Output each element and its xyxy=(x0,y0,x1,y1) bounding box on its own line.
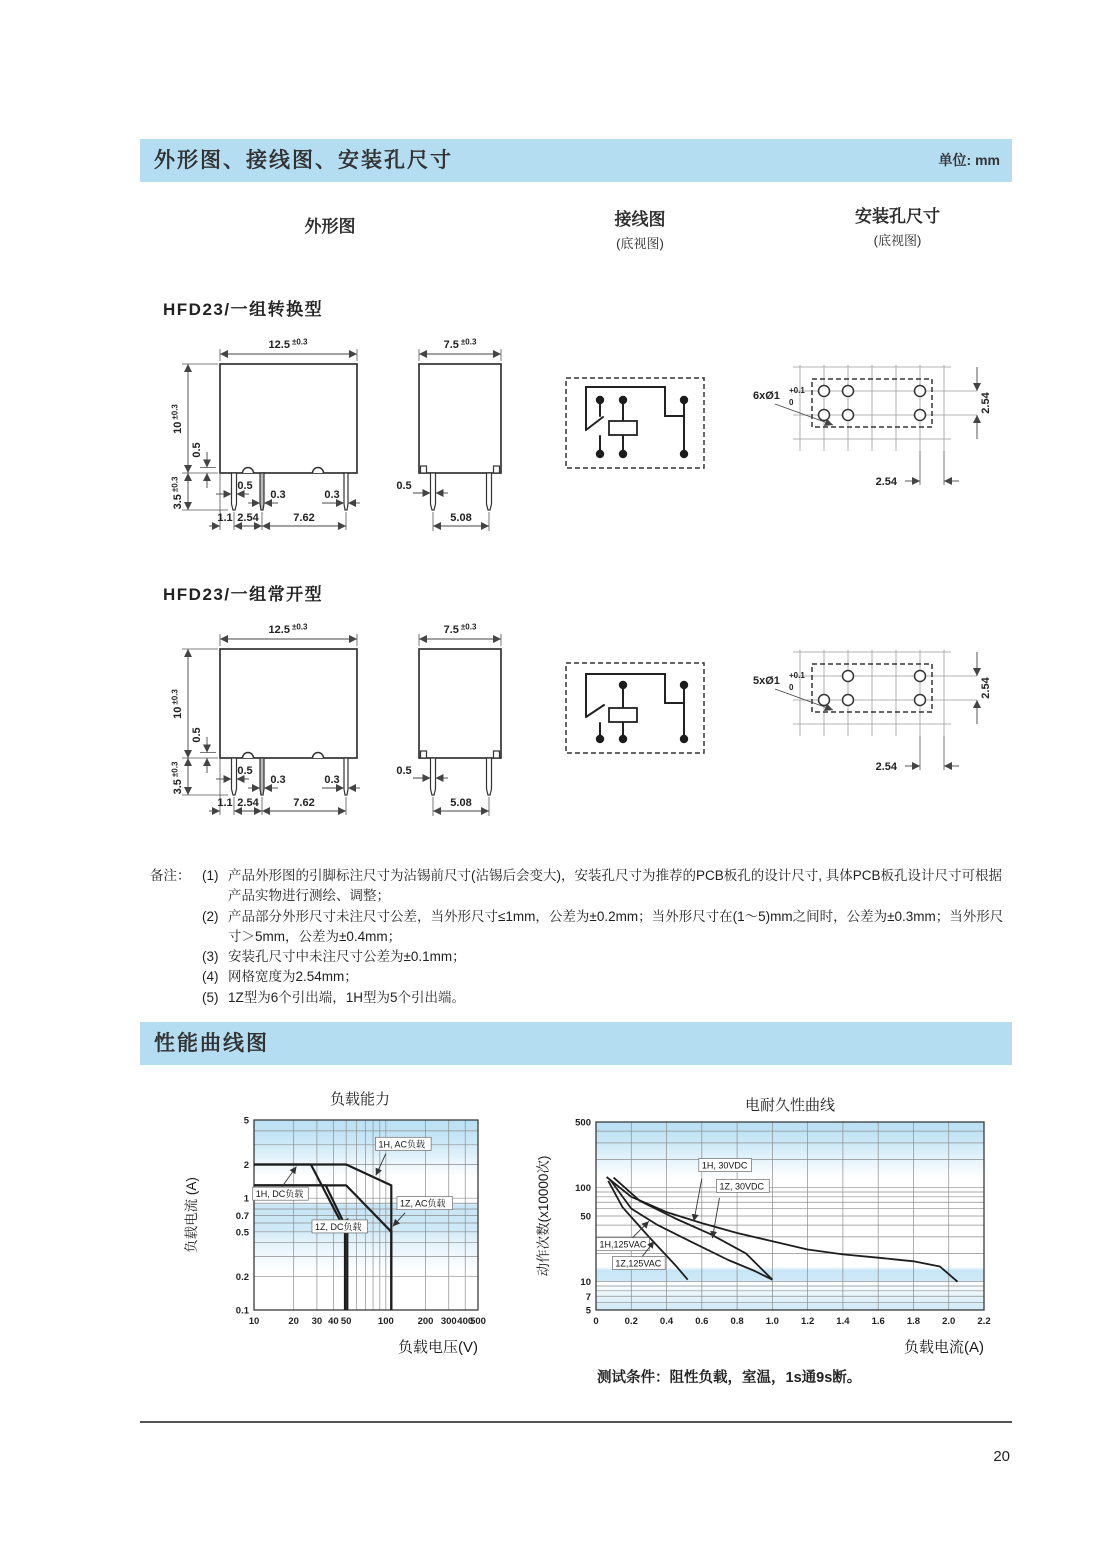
svg-text:0.4: 0.4 xyxy=(659,1316,674,1327)
note-number: (4) xyxy=(202,969,219,985)
curves-header-title: 性能曲线图 xyxy=(154,1032,269,1055)
pcb-grid xyxy=(793,365,977,451)
hole-count-label: 6xØ1 xyxy=(753,390,780,402)
dim-height-tol: ±0.3 xyxy=(170,404,180,420)
note-item-1 xyxy=(202,866,1012,907)
dim-height: 10 xyxy=(172,706,184,719)
dim-col-pitch: 2.54 xyxy=(875,476,897,488)
svg-text:500: 500 xyxy=(575,1117,591,1129)
svg-text:7.5±0.3 xyxy=(444,338,477,352)
svg-text:12.5±0.3 xyxy=(269,623,308,637)
column-header-wiring-label: 接线图 xyxy=(614,210,666,229)
dim-pin-pitch1: 2.54 xyxy=(237,512,259,524)
svg-text:7: 7 xyxy=(585,1291,591,1303)
svg-text:2: 2 xyxy=(243,1160,249,1172)
curve-label: 1H, DC负载 xyxy=(255,1189,304,1200)
dim-pin-offset: 1.1 xyxy=(217,512,233,524)
note-item-3 xyxy=(202,947,1012,967)
wiring-diagram-1h xyxy=(560,655,710,765)
dim-col-pitch: 2.54 xyxy=(875,761,897,773)
dim-pin2-width: 0.3 xyxy=(270,774,286,786)
svg-text:0.8: 0.8 xyxy=(730,1316,744,1327)
dim-front-width-tol: ±0.3 xyxy=(291,337,308,347)
svg-text:3.5±0.3 xyxy=(171,761,185,794)
dim-row-pitch: 2.54 xyxy=(980,392,992,414)
dim-pin-offset: 1.1 xyxy=(217,797,233,809)
svg-text:0.7: 0.7 xyxy=(235,1210,249,1222)
note-text: 网格宽度为2.54mm； xyxy=(228,969,358,985)
page-title: 外形图、接线图、安装孔尺寸 xyxy=(154,149,453,172)
svg-text:0.5: 0.5 xyxy=(235,1227,249,1239)
outline-side-drawing-2 xyxy=(385,613,540,853)
schematic-1h xyxy=(566,663,704,753)
svg-text:7.5±0.3 xyxy=(444,623,477,637)
dim-front-width: 12.5 xyxy=(268,339,290,351)
notes-block xyxy=(150,866,1012,1008)
dim-side-width: 7.5 xyxy=(443,339,459,351)
dim-pin-pitch2: 7.62 xyxy=(293,797,315,809)
svg-text:5: 5 xyxy=(243,1115,249,1127)
notes-list xyxy=(202,866,1012,1008)
column-header-wiring-sub: (底视图) xyxy=(616,236,664,251)
dim-height-tol: ±0.3 xyxy=(170,689,180,705)
dim-row-pitch: 2.54 xyxy=(980,677,992,699)
hole-tol-bottom: 0 xyxy=(789,398,794,407)
svg-text:100: 100 xyxy=(377,1316,394,1327)
coil-symbol xyxy=(609,708,637,722)
notes-label: 备注： xyxy=(150,868,191,883)
svg-text:100: 100 xyxy=(575,1183,591,1195)
column-header-wiring xyxy=(575,205,705,252)
dim-pin-pitch2: 7.62 xyxy=(293,512,315,524)
dim-side-pin-width: 0.5 xyxy=(396,480,412,492)
svg-text:2.2: 2.2 xyxy=(977,1316,991,1327)
chart1-title: 负载能力 xyxy=(329,1091,390,1108)
note-item-4 xyxy=(202,967,1012,987)
svg-text:1.4: 1.4 xyxy=(836,1316,850,1327)
dim-height: 10 xyxy=(172,421,184,434)
svg-text:10±0.3 xyxy=(171,689,185,719)
svg-text:5: 5 xyxy=(585,1305,591,1317)
svg-text:1.0: 1.0 xyxy=(765,1316,779,1327)
mounting-holes-1h xyxy=(745,640,1015,790)
svg-text:40: 40 xyxy=(328,1316,339,1327)
hole-tol-top: +0.1 xyxy=(789,671,805,680)
note-number: (3) xyxy=(202,949,219,964)
note-text: 产品外形图的引脚标注尺寸为沾锡前尺寸(沾锡后会变大)，安装孔尺寸为推荐的PCB板孔的设计尺寸, 具体PCB板孔设计尺寸可根据产品实物进行测绘、调整； xyxy=(228,868,1003,904)
dim-side-width-tol: ±0.3 xyxy=(460,337,477,347)
curve-label: 1H,125VAC xyxy=(599,1239,647,1250)
dim-pin-length-tol: ±0.3 xyxy=(170,476,180,493)
y-axis-label: 负载电流 (A) xyxy=(184,1177,199,1253)
schematic-1z xyxy=(566,378,704,468)
column-header-outline-label: 外形图 xyxy=(304,217,356,236)
note-text: 1Z型为6个引出端，1H型为5个引出端。 xyxy=(228,989,466,1005)
svg-text:0.1: 0.1 xyxy=(235,1305,249,1317)
load-capability-chart xyxy=(180,1108,510,1360)
endurance-chart xyxy=(532,1108,997,1363)
curve-label: 1Z, DC负载 xyxy=(314,1221,362,1232)
dim-pin-pitch1: 2.54 xyxy=(237,797,259,809)
section-header-dimensions xyxy=(140,139,1012,182)
svg-text:0.2: 0.2 xyxy=(624,1316,638,1327)
svg-text:50: 50 xyxy=(580,1211,591,1223)
hole-count-label: 5xØ1 xyxy=(753,675,780,687)
svg-text:1.6: 1.6 xyxy=(871,1316,885,1327)
svg-text:0: 0 xyxy=(593,1316,599,1327)
dim-notch-depth: 0.5 xyxy=(191,442,203,458)
svg-text:12.5±0.3 xyxy=(269,338,308,352)
test-condition: 测试条件：阻性负载，室温，1s通9s断。 xyxy=(597,1370,862,1386)
page-number: 20 xyxy=(993,1448,1010,1465)
dim-pin1-width: 0.5 xyxy=(237,480,253,492)
column-header-outline xyxy=(250,212,410,237)
note-number: (2) xyxy=(202,908,219,924)
y-axis-label: 动作次数(x10000次) xyxy=(536,1155,551,1277)
dim-pin3-width: 0.3 xyxy=(324,774,340,786)
section1-title: HFD23/一组转换型 xyxy=(163,300,324,319)
svg-text:20: 20 xyxy=(288,1316,299,1327)
curve-label: 1Z, AC负载 xyxy=(399,1198,446,1209)
wiring-diagram-1z xyxy=(560,370,710,480)
dim-side-pin-pitch: 5.08 xyxy=(450,512,472,524)
relay-side-view xyxy=(419,364,501,510)
svg-text:3.5±0.3 xyxy=(171,476,185,509)
svg-text:10±0.3 xyxy=(171,404,185,434)
svg-text:30: 30 xyxy=(311,1316,323,1327)
unit-label: 单位: mm xyxy=(938,152,1000,168)
note-number: (1) xyxy=(202,868,219,883)
dim-pin-length: 3.5 xyxy=(172,494,184,510)
x-axis-label: 负载电压(V) xyxy=(398,1339,478,1356)
svg-text:400: 400 xyxy=(457,1316,474,1327)
relay-side-view xyxy=(419,649,501,795)
section2-title: HFD23/一组常开型 xyxy=(163,585,324,604)
column-header-mounting-sub: (底视图) xyxy=(873,233,922,248)
svg-text:300: 300 xyxy=(440,1316,457,1327)
note-item-2 xyxy=(202,907,1012,948)
bottom-divider xyxy=(140,1421,1012,1423)
svg-text:0.2: 0.2 xyxy=(235,1271,249,1283)
dim-pin2-width: 0.3 xyxy=(270,489,286,501)
dim-side-width-tol: ±0.3 xyxy=(460,622,477,632)
note-item-5 xyxy=(202,988,1012,1008)
note-number: (5) xyxy=(202,989,219,1005)
svg-text:10: 10 xyxy=(248,1316,260,1327)
svg-text:10: 10 xyxy=(580,1277,591,1289)
dim-side-pin-pitch: 5.08 xyxy=(450,797,472,809)
dim-pin3-width: 0.3 xyxy=(324,489,340,501)
svg-text:1.8: 1.8 xyxy=(906,1316,921,1327)
mounting-holes-1z xyxy=(745,355,1015,505)
note-text: 产品部分外形尺寸未注尺寸公差，当外形尺寸≤1mm，公差为±0.2mm；当外形尺寸在(1～5)mm之间时，公差为±0.3mm；当外形尺寸＞5mm，公差为±0.4mm； xyxy=(228,908,1004,944)
svg-text:50: 50 xyxy=(340,1316,352,1327)
curve-label: 1H, AC负载 xyxy=(378,1139,426,1150)
outline-front-drawing-1 xyxy=(148,328,413,568)
svg-text:0.6: 0.6 xyxy=(695,1316,709,1327)
x-axis-label: 负载电流(A) xyxy=(904,1339,984,1356)
note-text: 安装孔尺寸中未注尺寸公差为±0.1mm； xyxy=(228,949,466,964)
svg-text:200: 200 xyxy=(417,1316,434,1327)
dim-side-width: 7.5 xyxy=(443,624,459,636)
column-header-mounting-label: 安装孔尺寸 xyxy=(855,207,940,226)
curve-label: 1Z, 30VDC xyxy=(719,1181,764,1192)
dim-pin-length: 3.5 xyxy=(172,779,184,795)
dim-side-pin-width: 0.5 xyxy=(396,765,412,777)
column-header-mounting xyxy=(825,202,970,249)
outline-front-drawing-2 xyxy=(148,613,413,853)
svg-text:1: 1 xyxy=(243,1193,249,1205)
dim-front-width: 12.5 xyxy=(268,624,290,636)
section-header-curves xyxy=(140,1022,1012,1065)
chart2-title: 电耐久性曲线 xyxy=(744,1097,835,1114)
svg-text:1.2: 1.2 xyxy=(801,1316,815,1327)
svg-text:2.0: 2.0 xyxy=(942,1316,956,1327)
hole-tol-top: +0.1 xyxy=(789,386,805,395)
dim-front-width-tol: ±0.3 xyxy=(291,622,308,632)
pcb-grid xyxy=(793,650,977,736)
curve-label: 1Z,125VAC xyxy=(615,1258,662,1269)
coil-symbol xyxy=(609,421,637,435)
dim-notch-depth: 0.5 xyxy=(191,727,203,743)
outline-side-drawing-1 xyxy=(385,328,540,568)
dim-pin1-width: 0.5 xyxy=(237,765,253,777)
dim-pin-length-tol: ±0.3 xyxy=(170,761,180,778)
curve-label: 1H, 30VDC xyxy=(701,1160,748,1171)
hole-tol-bottom: 0 xyxy=(789,683,794,692)
svg-text:500: 500 xyxy=(470,1316,486,1327)
